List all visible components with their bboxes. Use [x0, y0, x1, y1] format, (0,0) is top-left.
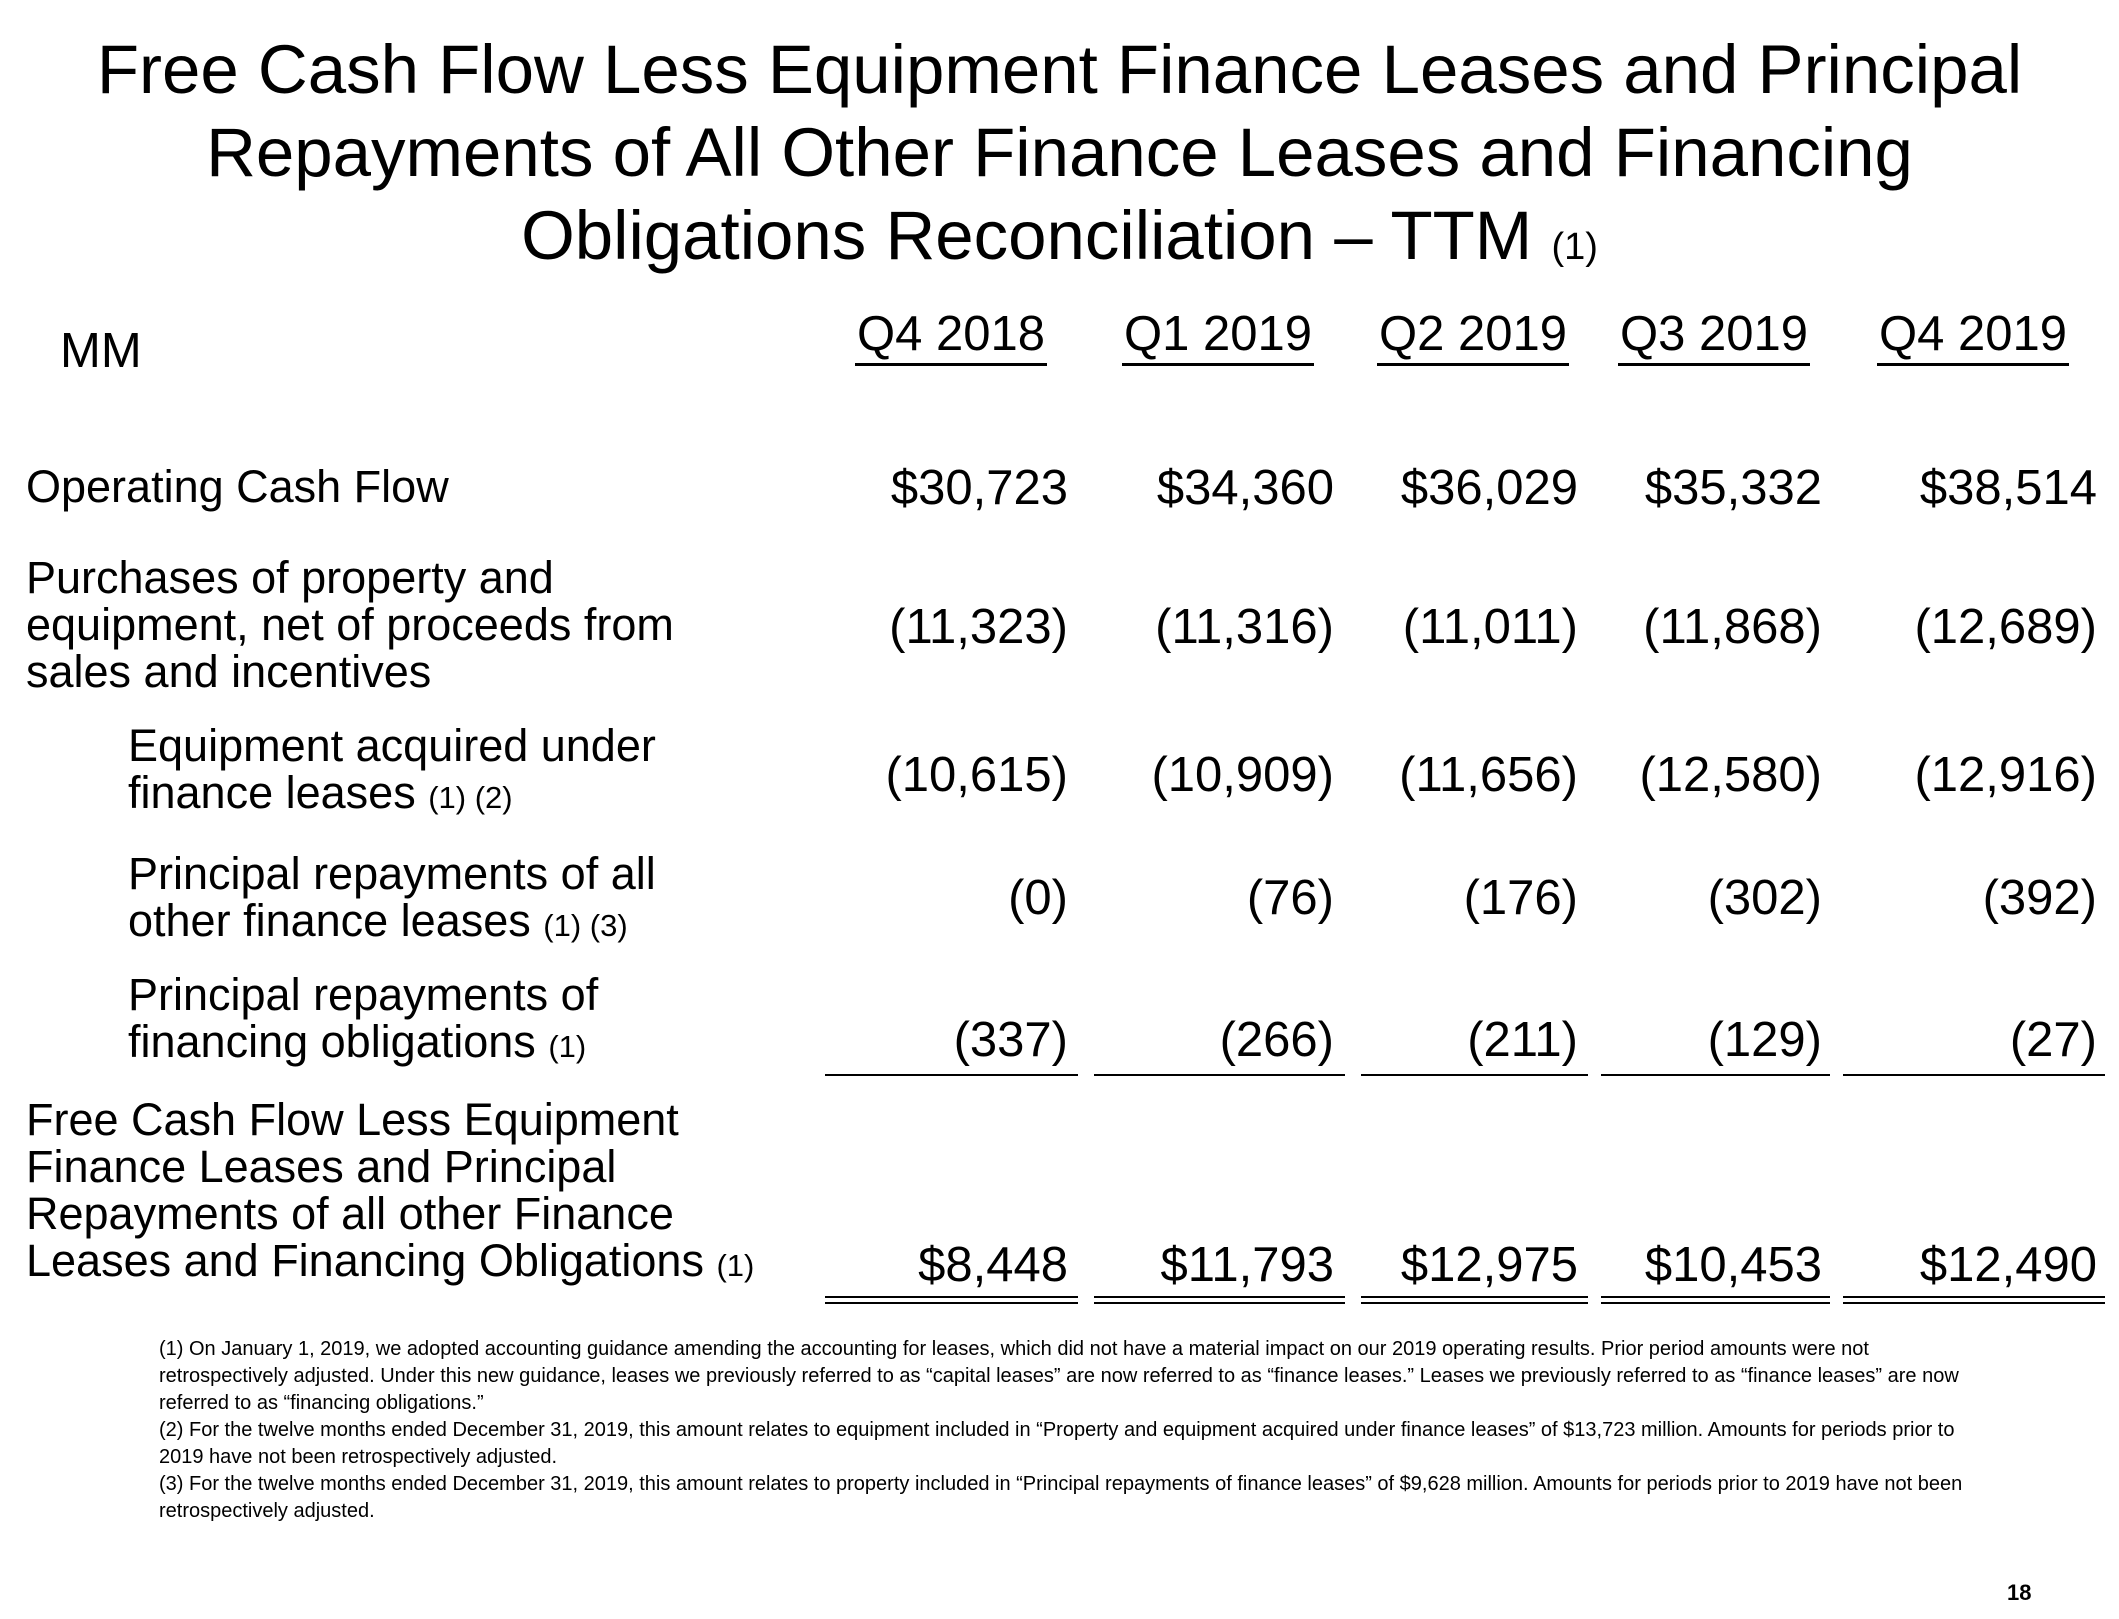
table-cell: (0): [1008, 871, 1068, 925]
table-cell-total: $8,448: [918, 1238, 1068, 1292]
row-label-line: Operating Cash Flow: [26, 461, 449, 512]
table-cell: $30,723: [890, 461, 1068, 515]
column-header-q2-2019: Q2 2019: [1377, 305, 1569, 366]
total-double-rule: [1843, 1296, 2105, 1304]
row-footnote-ref: (1): [716, 1248, 755, 1283]
row-footnote-ref: (1): [548, 1029, 587, 1064]
table-cell: (11,323): [889, 600, 1068, 654]
subtotal-rule: [825, 1074, 1078, 1076]
row-label-line: finance leases: [128, 767, 416, 818]
table-cell: (302): [1707, 871, 1822, 925]
page-number: 18: [2007, 1580, 2032, 1605]
table-cell: (76): [1246, 871, 1334, 925]
table-cell: (11,011): [1402, 600, 1578, 654]
table-cell: $36,029: [1400, 461, 1578, 515]
row-label-equipment-finance-leases: [128, 722, 656, 821]
row-label-line: Principal repayments of all: [128, 848, 656, 899]
row-label-line: equipment, net of proceeds from: [26, 599, 674, 650]
row-label-line: Finance Leases and Principal: [26, 1141, 617, 1192]
footnote-3: (3) For the twelve months ended December 31, 2019, this amount relates to property included in “Principal repayments of finance leases” of $9,628 million. Amounts for periods prior to 2019 have not been retrospectively adjusted.: [159, 1473, 1963, 1522]
table-cell: (10,909): [1151, 748, 1334, 802]
subtotal-rule: [1094, 1074, 1345, 1076]
row-label-principal-financing-obligations: [128, 971, 598, 1070]
table-cell-total: $12,975: [1400, 1238, 1578, 1292]
table-cell: $34,360: [1156, 461, 1334, 515]
table-cell: (10,615): [885, 748, 1068, 802]
total-double-rule: [1601, 1296, 1830, 1304]
footnote-2: (2) For the twelve months ended December 31, 2019, this amount relates to equipment included in “Property and equipment acquired under finance leases” of $13,723 million. Amounts for periods prior to 2019 have not been retrospectively adjusted.: [159, 1419, 1955, 1468]
column-header-q4-2018: Q4 2018: [855, 305, 1047, 366]
footnote-1: (1) On January 1, 2019, we adopted accounting guidance amending the accounting for leases, which did not have a material impact on our 2019 operating results. Prior period amounts were not retrospectively adjusted. Under this new guidance, leases we previously referred to as “capital leases” are now referred to as “finance leases.” Leases we previously referred to as “finance leases” are now referred to as “financing obligations.”: [159, 1338, 1959, 1414]
row-label-line: Repayments of all other Finance: [26, 1188, 674, 1239]
table-cell: $35,332: [1644, 461, 1822, 515]
subtotal-rule: [1601, 1074, 1830, 1076]
table-cell-total: $11,793: [1160, 1238, 1334, 1292]
table-cell: (176): [1463, 871, 1578, 925]
table-cell: (211): [1467, 1013, 1578, 1067]
column-header-q3-2019: Q3 2019: [1618, 305, 1810, 366]
table-cell: (12,580): [1639, 748, 1822, 802]
row-label-purchases-property: [26, 554, 674, 695]
table-cell: (129): [1707, 1013, 1822, 1067]
table-cell: (266): [1219, 1013, 1334, 1067]
title-footnote-ref: (1): [1551, 226, 1598, 268]
table-cell: (11,656): [1399, 748, 1578, 802]
table-cell: (11,868): [1643, 600, 1822, 654]
row-footnote-ref: (1) (3): [543, 908, 628, 943]
row-label-principal-finance-leases: [128, 850, 656, 949]
table-cell: (11,316): [1155, 600, 1334, 654]
row-label-line: Free Cash Flow Less Equipment: [26, 1094, 679, 1145]
row-label-free-cash-flow-total: [26, 1096, 754, 1289]
row-label-line: Equipment acquired under: [128, 720, 656, 771]
table-cell-total: $12,490: [1919, 1238, 2097, 1292]
page-title: [0, 28, 2119, 289]
subtotal-rule: [1361, 1074, 1588, 1076]
row-label-line: sales and incentives: [26, 646, 432, 697]
title-line-2: Repayments of All Other Finance Leases and Financing: [206, 114, 1913, 191]
table-cell-total: $10,453: [1644, 1238, 1822, 1292]
row-label-line: Principal repayments of: [128, 969, 599, 1020]
table-cell: (12,689): [1914, 600, 2097, 654]
table-cell: (337): [953, 1013, 1068, 1067]
title-line-3-text: Obligations Reconciliation – TTM: [521, 197, 1533, 274]
total-double-rule: [1361, 1296, 1588, 1304]
table-cell: (12,916): [1914, 748, 2097, 802]
column-header-q4-2019: Q4 2019: [1877, 305, 2069, 366]
subtotal-rule: [1843, 1074, 2105, 1076]
title-line-1: Free Cash Flow Less Equipment Finance Leases and Principal: [96, 31, 2023, 108]
total-double-rule: [825, 1296, 1078, 1304]
units-label: MM: [60, 324, 142, 378]
column-header-q1-2019: Q1 2019: [1122, 305, 1314, 366]
table-cell: (392): [1982, 871, 2097, 925]
table-cell: $38,514: [1919, 461, 2097, 515]
row-label-line: other finance leases: [128, 895, 531, 946]
title-line-3: [0, 194, 2119, 289]
row-label-line: Leases and Financing Obligations: [26, 1235, 704, 1286]
row-label-line: Purchases of property and: [26, 552, 554, 603]
footnotes: [159, 1336, 1979, 1525]
total-double-rule: [1094, 1296, 1345, 1304]
row-label-operating-cash-flow: [26, 463, 449, 510]
table-cell: (27): [2009, 1013, 2097, 1067]
row-label-line: financing obligations: [128, 1016, 536, 1067]
row-footnote-ref: (1) (2): [428, 780, 513, 815]
